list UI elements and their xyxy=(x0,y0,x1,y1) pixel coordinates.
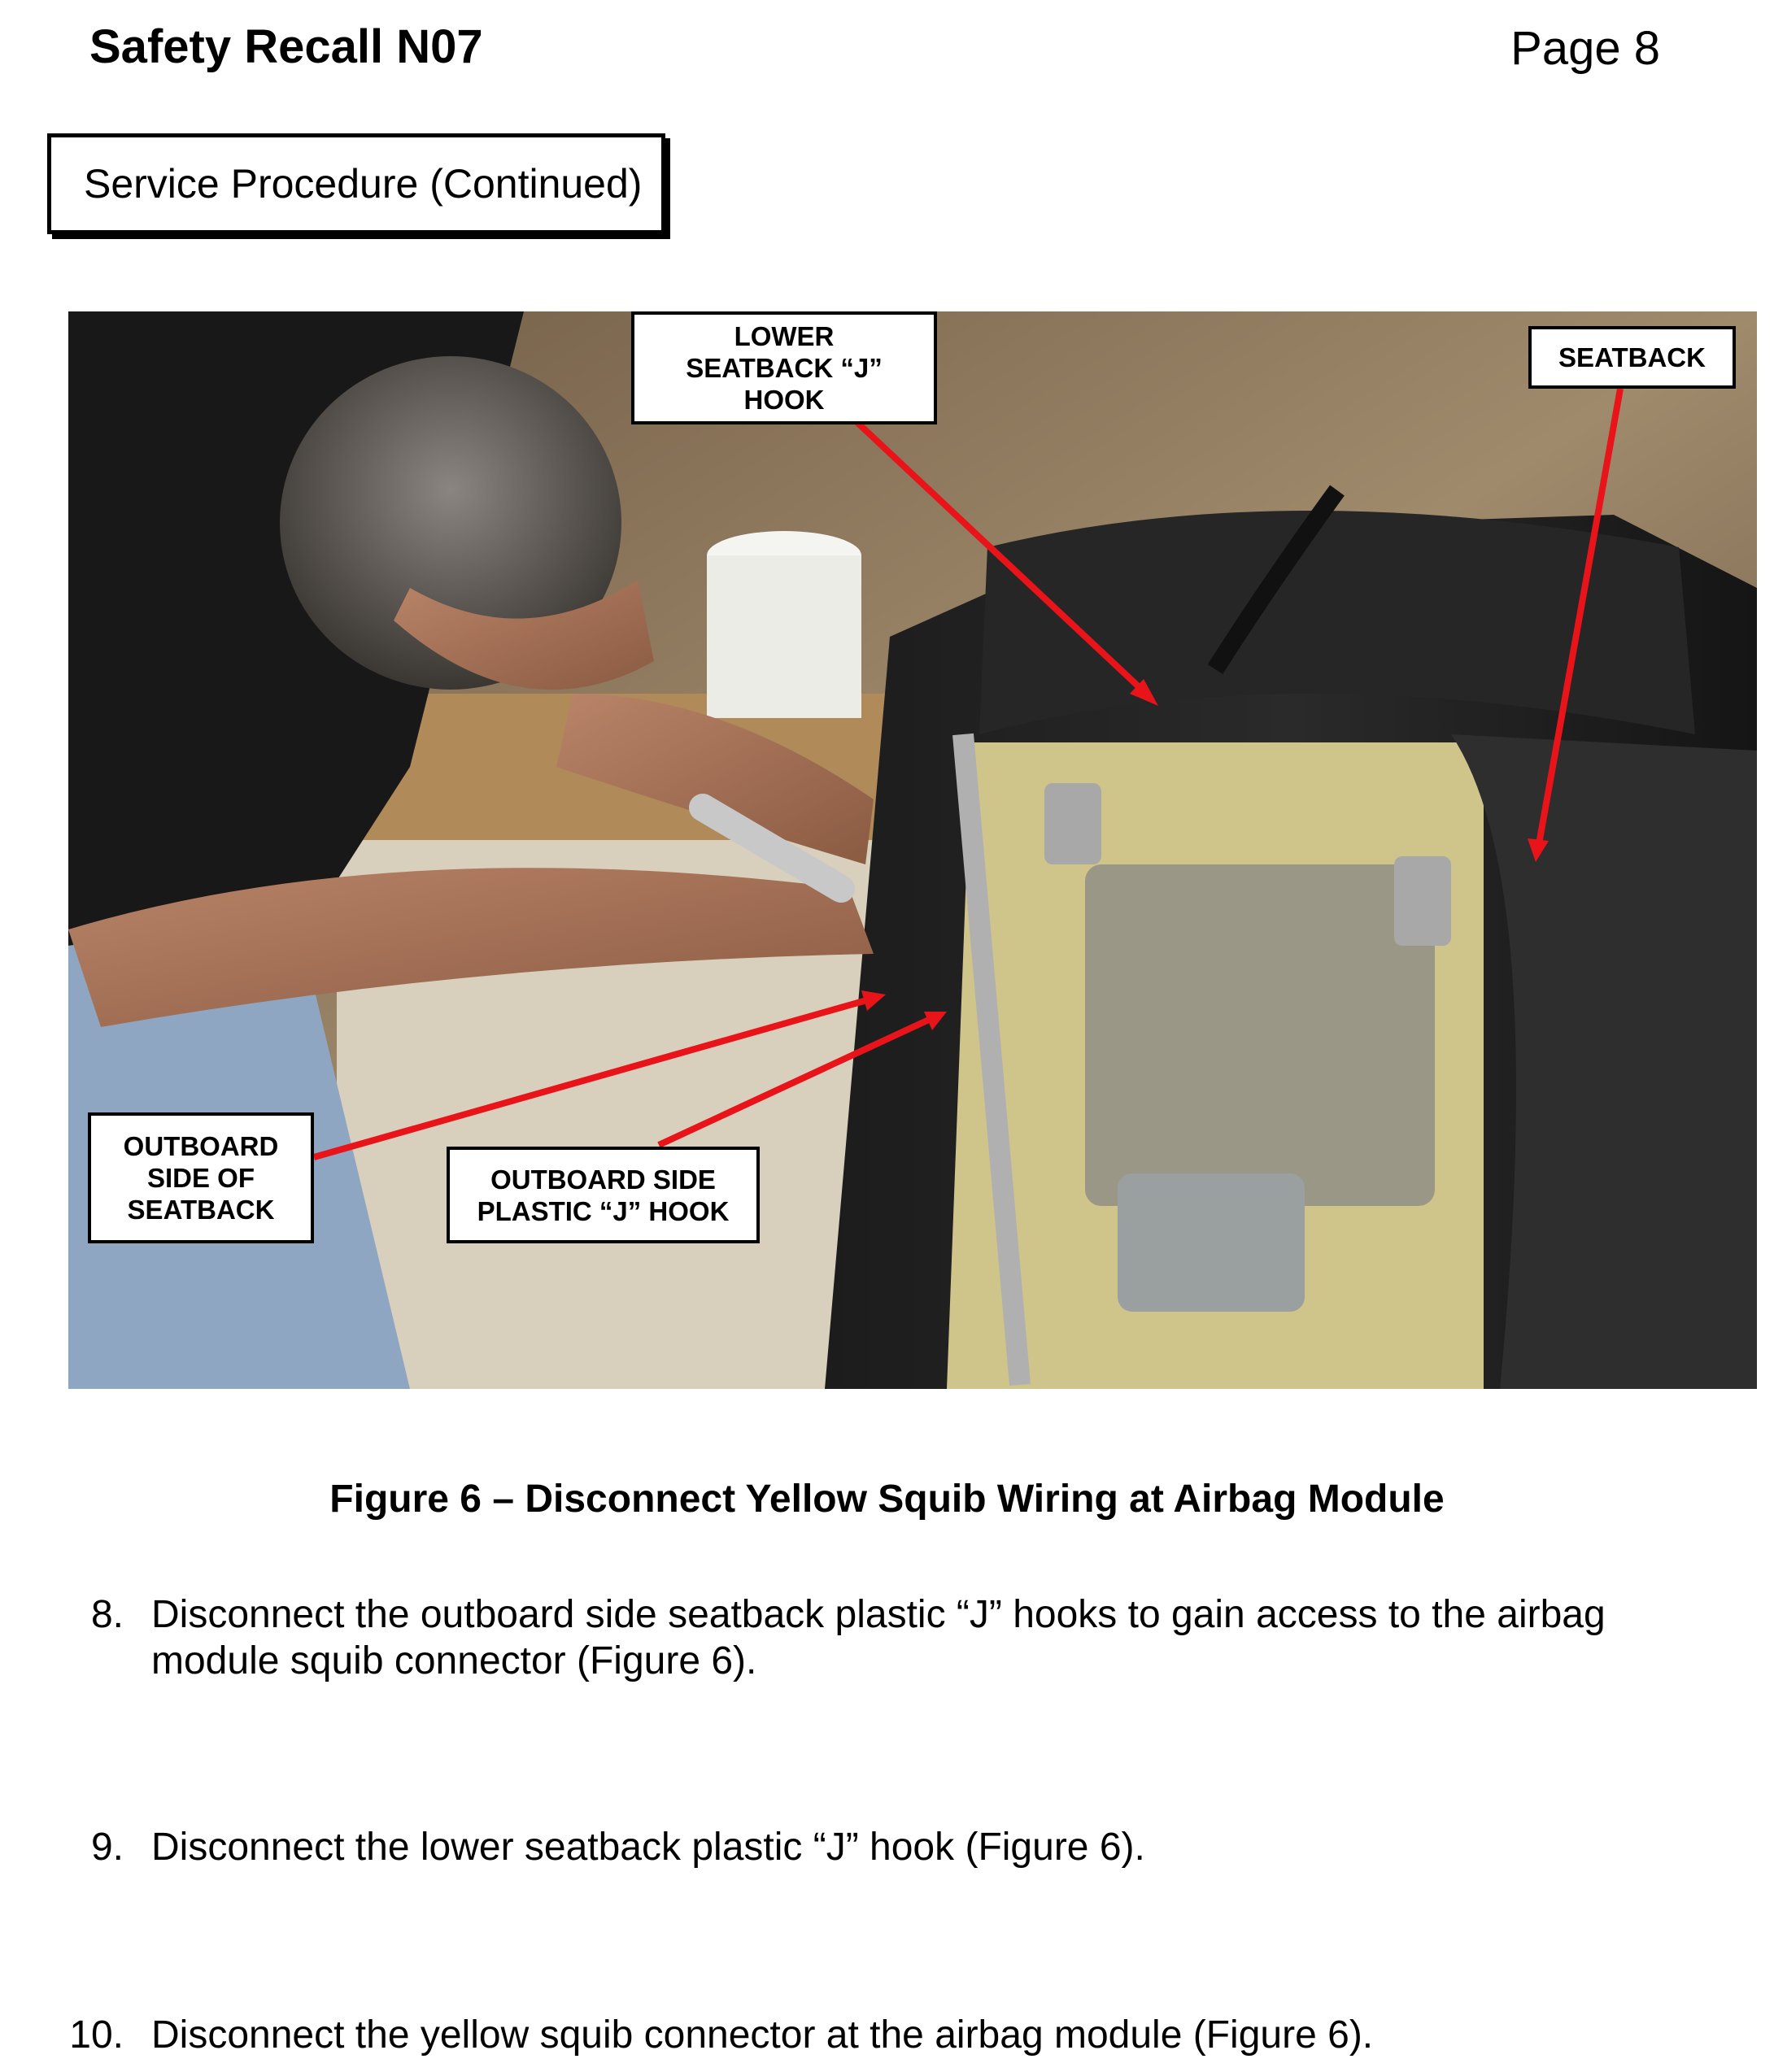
figure-photo xyxy=(68,311,1757,1389)
section-heading: Service Procedure (Continued) xyxy=(84,161,643,207)
callout-seatback: SEATBACK xyxy=(1528,326,1736,389)
step-number: 8. xyxy=(90,1593,124,1636)
callout-outboard-side-of-seatback: OUTBOARD SIDE OF SEATBACK xyxy=(88,1112,314,1243)
document-title: Safety Recall N07 xyxy=(89,20,483,73)
actuator-left xyxy=(1044,783,1101,864)
step-8 xyxy=(57,1591,1692,1684)
step-10 xyxy=(57,2012,1692,2058)
bucket xyxy=(707,555,861,718)
airbag-module xyxy=(1118,1173,1305,1312)
actuator-right xyxy=(1394,856,1451,946)
callout-lower-seatback-j-hook: LOWER SEATBACK “J” HOOK xyxy=(631,311,937,424)
step-text: Disconnect the yellow squib connector at the airbag module (Figure 6). xyxy=(151,2013,1374,2057)
callout-outboard-side-plastic-j-hook: OUTBOARD SIDE PLASTIC “J” HOOK xyxy=(447,1147,760,1243)
step-9 xyxy=(57,1824,1692,1870)
step-number: 9. xyxy=(90,1826,124,1869)
page-number: Page 8 xyxy=(1510,22,1660,75)
photo-illustration xyxy=(68,311,1757,1389)
figure-caption: Figure 6 – Disconnect Yellow Squib Wiring at Airbag Module xyxy=(329,1478,1445,1521)
step-text: Disconnect the outboard side seatback plastic “J” hooks to gain access to the airbag module squib connector (Figure 6). xyxy=(151,1593,1606,1682)
step-number: 10. xyxy=(69,2013,124,2057)
section-heading-box xyxy=(47,133,665,234)
seat-frame xyxy=(1085,864,1435,1206)
step-text: Disconnect the lower seatback plastic “J” hook (Figure 6). xyxy=(151,1826,1145,1869)
